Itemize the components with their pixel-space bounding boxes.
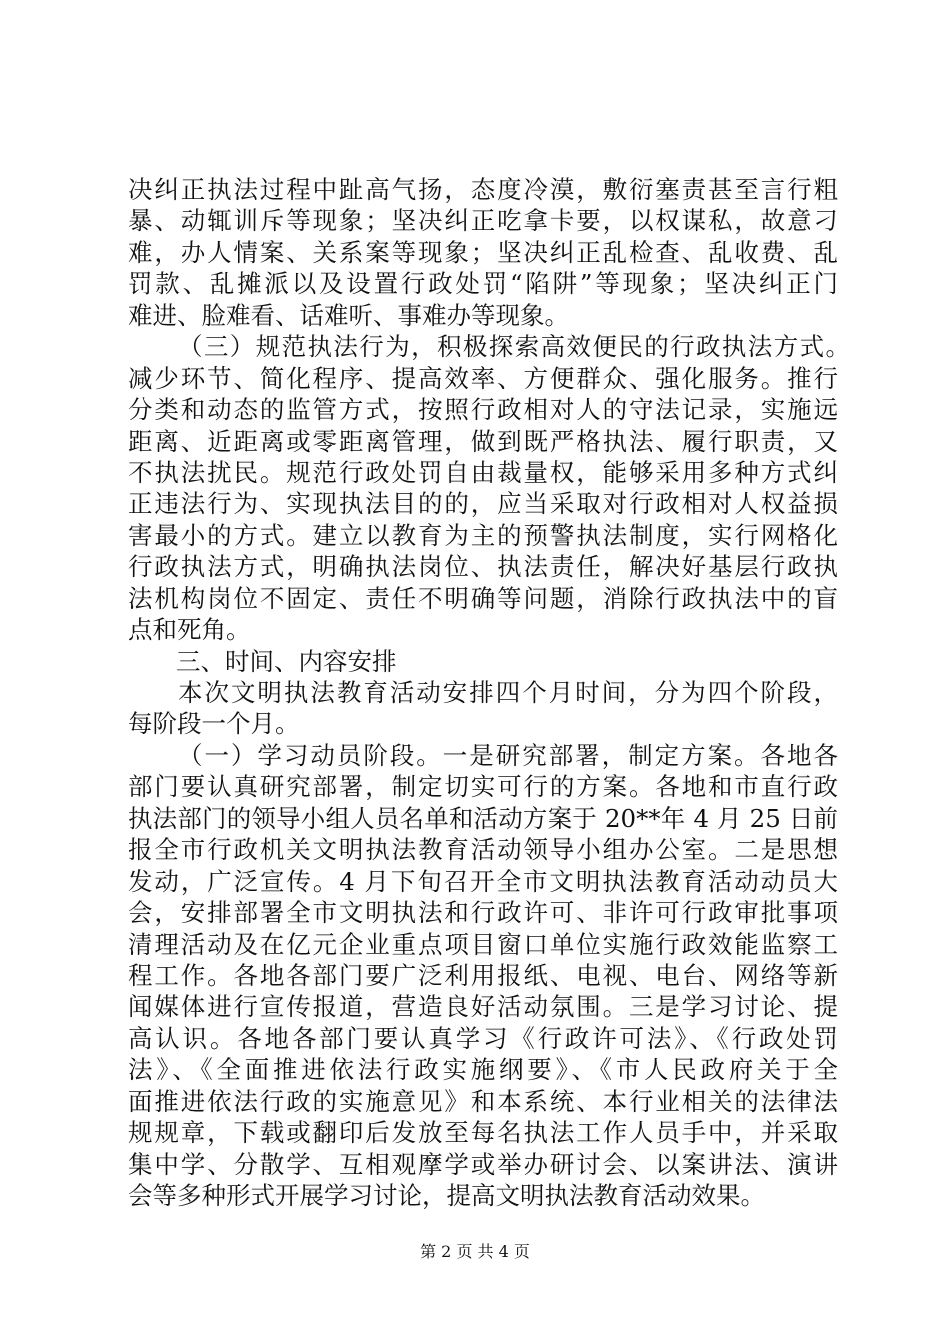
text-line: 集中学、分散学、互相观摩学或举办研讨会、以案讲法、演讲 xyxy=(128,1149,838,1179)
text-line: 执法部门的领导小组人员名单和活动方案于 20**年 4 月 25 日前 xyxy=(128,803,838,833)
text-line: 减少环节、简化程序、提高效率、方便群众、强化服务。推行 xyxy=(128,363,838,393)
text-line: 发动，广泛宣传。4 月下旬召开全市文明执法教育活动动员大 xyxy=(128,866,838,896)
text-line: 不执法扰民。规范行政处罚自由裁量权，能够采用多种方式纠 xyxy=(128,457,838,487)
text-line: 法》、《全面推进依法行政实施纲要》、《市人民政府关于全 xyxy=(128,1055,838,1085)
text-line: 报全市行政机关文明执法教育活动领导小组办公室。二是思想 xyxy=(128,835,838,865)
text-line: 面推进依法行政的实施意见》和本系统、本行业相关的法律法 xyxy=(128,1086,838,1116)
text-line: 程工作。各地各部门要广泛利用报纸、电视、电台、网络等新 xyxy=(128,960,838,990)
text-line: 每阶段一个月。 xyxy=(128,709,300,739)
text-line: 决纠正执法过程中趾高气扬，态度冷漠，敷衍塞责甚至言行粗 xyxy=(128,175,838,204)
text-line: 分类和动态的监管方式，按照行政相对人的守法记录，实施远 xyxy=(128,395,838,425)
page-footer: 第 2 页 共 4 页 xyxy=(420,1242,530,1261)
text-line: 行政执法方式，明确执法岗位、执法责任，解决好基层行政执 xyxy=(128,552,838,582)
text-line: 点和死角。 xyxy=(128,615,251,645)
text-line: 清理活动及在亿元企业重点项目窗口单位实施行政效能监察工 xyxy=(128,929,838,959)
text-line: 暴、动辄训斥等现象；坚决纠正吃拿卡要，以权谋私，故意刁 xyxy=(128,206,838,236)
text-line: 罚款、乱摊派以及设置行政处罚“陷阱”等现象；坚决纠正门 xyxy=(128,269,838,299)
text-line: 会，安排部署全市文明执法和行政许可、非许可行政审批事项 xyxy=(128,898,838,928)
text-line: 难，办人情案、关系案等现象；坚决纠正乱检查、乱收费、乱 xyxy=(128,237,838,267)
text-line: 闻媒体进行宣传报道，营造良好活动氛围。三是学习讨论、提 xyxy=(128,992,838,1022)
text-line: 部门要认真研究部署，制定切实可行的方案。各地和市直行政 xyxy=(128,772,838,802)
section-heading-line: （三）规范执法行为，积极探索高效便民的行政执法方式。 xyxy=(178,332,850,362)
text-line: 本次文明执法教育活动安排四个月时间，分为四个阶段， xyxy=(178,678,838,707)
text-line: 正违法行为、实现执法目的的，应当采取对行政相对人权益损 xyxy=(128,489,838,519)
text-line: 法机构岗位不固定、责任不明确等问题，消除行政执法中的盲 xyxy=(128,583,838,613)
text-line: 距离、近距离或零距离管理，做到既严格执法、履行职责，又 xyxy=(128,426,838,456)
text-line: 高认识。各地各部门要认真学习《行政许可法》、《行政处罚 xyxy=(128,1023,838,1053)
subsection-heading-line: （一）学习动员阶段。一是研究部署，制定方案。各地各 xyxy=(178,740,838,770)
text-line: 规规章，下载或翻印后发放至每名执法工作人员手中，并采取 xyxy=(128,1118,838,1148)
text-line: 害最小的方式。建立以教育为主的预警执法制度，实行网格化 xyxy=(128,520,838,550)
section-title: 三、时间、内容安排 xyxy=(176,646,397,676)
text-line: 会等多种形式开展学习讨论，提高文明执法教育活动效果。 xyxy=(128,1181,765,1210)
text-line: 难进、脸难看、话难听、事难办等现象。 xyxy=(128,300,569,330)
